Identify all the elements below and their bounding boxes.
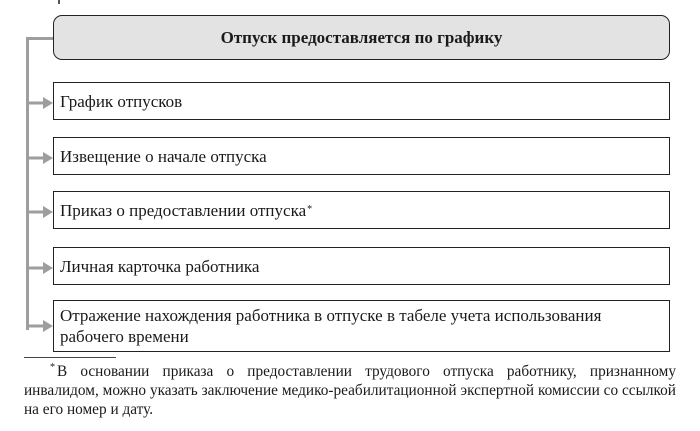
item-box-4	[53, 247, 670, 285]
item-label-5: Отражение нахождения работника в отпуске в табеле учета использования рабочего времени	[60, 306, 602, 346]
arrow-icon	[28, 152, 53, 164]
header-box	[53, 15, 670, 60]
arrow-icon	[28, 320, 53, 332]
footnote-text: В основании приказа о предоставлении трудового отпуска работнику, признанному инвалидом, можно указать заключение медико-реабилитационной экспертной комиссии со ссылкой на его номер и дату.	[24, 363, 676, 418]
top-tick-mark	[58, 0, 60, 4]
footnote-divider	[24, 357, 116, 358]
item-label-3: Приказ о предоставлении отпуска	[60, 200, 307, 220]
footnote	[24, 362, 676, 419]
item-box-1	[53, 82, 670, 120]
item-label-1: График отпусков	[60, 91, 183, 111]
item-label-4: Личная карточка работника	[60, 256, 260, 276]
item-box-2	[53, 137, 670, 175]
header-title: Отпуск предоставляется по графику	[220, 27, 503, 47]
arrow-icon	[28, 206, 53, 218]
item-box-5	[53, 300, 670, 352]
footnote-mark: *	[50, 361, 55, 373]
header-connector-line	[26, 37, 54, 40]
arrow-icon	[28, 262, 53, 274]
arrow-icon	[28, 97, 53, 109]
vertical-connector-line	[26, 38, 29, 330]
item-label-2: Извещение о начале отпуска	[60, 146, 267, 166]
item-box-3: Приказ о предоставлении отпуска *	[53, 191, 670, 229]
